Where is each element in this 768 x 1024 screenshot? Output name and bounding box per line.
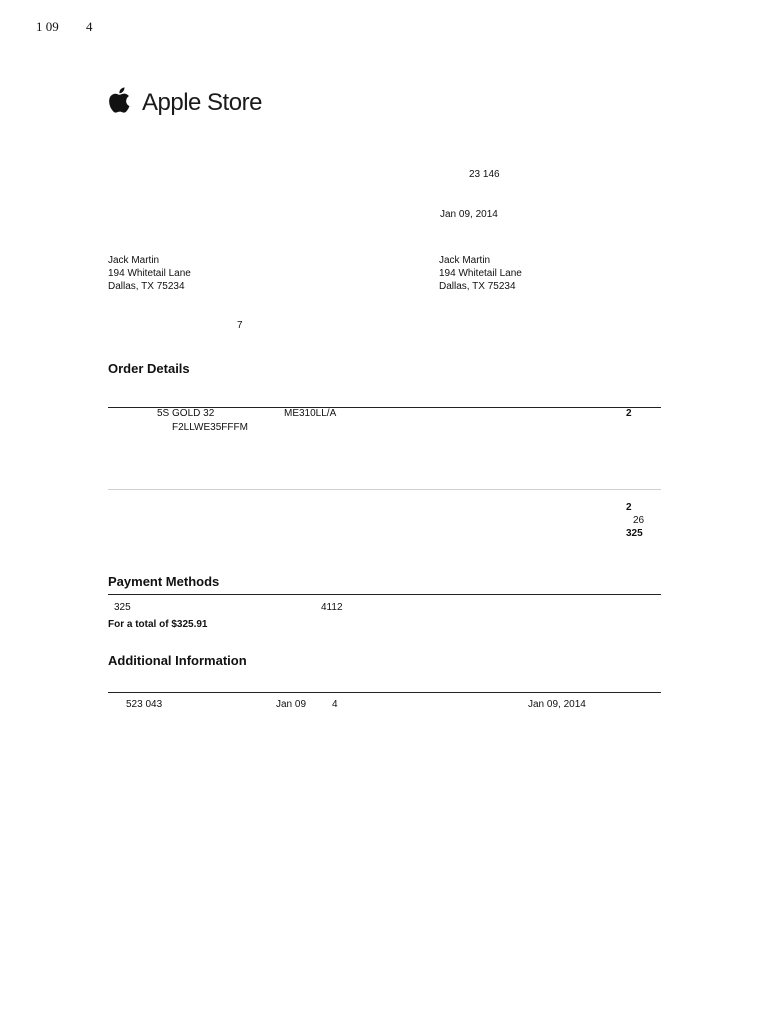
item-part-number: ME310LL/A [284, 408, 337, 419]
shipping-city: Dallas, TX 75234 [439, 281, 516, 292]
payment-amount: 325 [114, 602, 131, 613]
additional-date-left: Jan 09 [276, 699, 307, 710]
tax-value: 26 [633, 515, 645, 526]
total-value: 325 [626, 528, 643, 539]
order-details-title: Order Details [108, 361, 190, 376]
additional-rule [108, 692, 661, 693]
order-number: 23 146 [469, 169, 500, 180]
item-name: 5S GOLD 32 [157, 408, 215, 419]
additional-date-mid: 4 [332, 699, 338, 710]
totals-divider [108, 489, 661, 490]
billing-city: Dallas, TX 75234 [108, 281, 185, 292]
misc-number: 7 [237, 320, 243, 331]
apple-icon [108, 86, 130, 114]
logo-text: Apple Store [142, 89, 262, 116]
item-serial: F2LLWE35FFFM [172, 422, 248, 433]
billing-address [108, 254, 191, 293]
additional-info-title: Additional Information [108, 653, 247, 668]
shipping-name: Jack Martin [439, 255, 491, 266]
subtotal-value: 2 [626, 502, 632, 513]
payment-card: 4112 [321, 602, 343, 613]
payment-total-line: For a total of $325.91 [108, 619, 208, 630]
page-header-left: 1 09 [36, 19, 59, 34]
shipping-street: 194 Whitetail Lane [439, 268, 522, 279]
page-header-right: 4 [86, 19, 93, 34]
payment-rule [108, 594, 661, 595]
apple-logo [108, 86, 130, 119]
shipping-address [439, 254, 522, 293]
additional-date-right: Jan 09, 2014 [528, 699, 586, 710]
billing-street: 194 Whitetail Lane [108, 268, 191, 279]
payment-methods-title: Payment Methods [108, 574, 220, 589]
billing-name: Jack Martin [108, 255, 160, 266]
item-quantity: 2 [626, 408, 632, 419]
additional-ref: 523 043 [126, 699, 163, 710]
order-date: Jan 09, 2014 [440, 209, 498, 220]
